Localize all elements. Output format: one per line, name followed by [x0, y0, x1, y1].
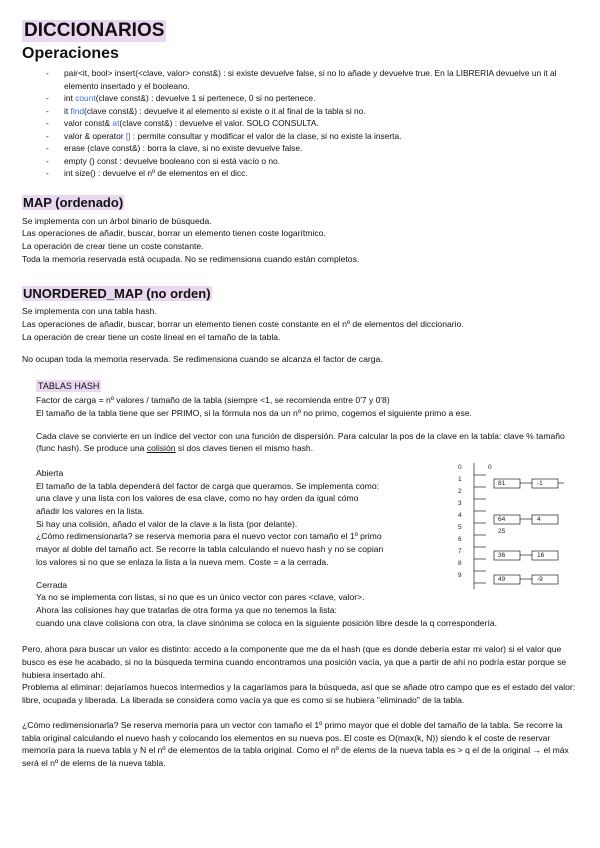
abierta-line: los valores si no que se enlaza la lista a la nueva mem. Coste = a la cerrada. — [36, 556, 329, 567]
abierta-line: Si hay una colisión, añado el valor de la clave a la lista (por delante). — [36, 518, 298, 529]
unordered-line: Las operaciones de añadir, buscar, borrar un elemento tienen coste constante en el nº de elementos del diccionario. — [22, 319, 464, 330]
operation-text: erase (clave const&) : borra la clave, si no existe devuelve false. — [64, 143, 303, 153]
map-line: Las operaciones de añadir, buscar, borrar un elemento tienen coste logarítmico. — [22, 228, 326, 239]
cerrada-line: Ahora las colisiones hay que tratarlas de otra forma ya que no tenemos la lista: — [36, 604, 337, 615]
operation-item — [64, 155, 577, 168]
operation-text: valor & operator — [64, 130, 126, 141]
abierta-block — [36, 467, 456, 569]
unordered-memory: No ocupan toda la memoria reservada. Se redimensiona cuando se alcanza el factor de carga. — [22, 354, 383, 365]
operation-keyword: [] — [125, 130, 131, 141]
operation-item — [64, 117, 577, 130]
abierta-line: ¿Cómo redimensionarla? se reserva memoria para el nuevo vector con tamaño el 1º primo — [36, 531, 382, 542]
map-heading: MAP (ordenado) — [23, 194, 124, 210]
diagram-value: 36 — [498, 551, 506, 559]
hash-dispersion — [36, 430, 577, 455]
diagram-value: 25 — [498, 527, 506, 535]
abierta-line: añadir los valores en la lista. — [36, 506, 145, 517]
diagram-value: 81 — [498, 479, 506, 487]
hash-factor: Factor de carga = nº valores / tamaño de la tabla (siempre <1, se recomienda entre 0'7 y 0'8) — [36, 395, 390, 406]
unordered-heading: UNORDERED_MAP (no orden) — [23, 286, 211, 302]
operation-item — [64, 92, 577, 105]
operation-item — [64, 67, 577, 92]
cerrada-eliminar: Problema al eliminar: dejaríamos huecos intermedios y la cagaríamos para la búsqueda, así que se añade otro campo que es el estado del valor: libre, ocupada y liberada. La liberada se considera como vacía ya que es como si se hubiera "eliminado" de la tabla. — [22, 682, 576, 706]
diagram-value: 16 — [537, 551, 545, 559]
diagram-index: 0 — [458, 463, 462, 471]
unordered-heading-wrap — [22, 285, 577, 303]
diagram-index: 5 — [458, 523, 462, 531]
diagram-index: 4 — [458, 511, 462, 519]
operation-text: valor const& — [64, 118, 113, 128]
operation-text: (clave const&) : devuelve it al elemento si existe o it al final de la tabla si no. — [84, 105, 366, 116]
diagram-value: -1 — [537, 479, 543, 487]
cerrada-redim: ¿Cómo redimensionarla? Se reserva memoria para un vector con tamaño el 1º primo mayor que el doble del tamaño de la tabla. Se recorre la tabla original calculando el nuevo hash y colocando los elementos en su nueva pos. El coste es O(max(k, N)) siendo k el coste de reservar memoria para la nueva tabla y N el nº de elementos de la tabla original. Como el nº de elems de la nueva tabla es > q el de la original → el máx será el nº de elems de la nueva tabla. — [22, 719, 569, 768]
operation-keyword: find — [70, 105, 85, 116]
document-page — [22, 20, 577, 770]
diagram-index: 2 — [458, 487, 462, 495]
diagram-index: 7 — [458, 547, 462, 555]
diagram-index: 8 — [458, 559, 462, 567]
hash-section — [36, 376, 577, 629]
operation-text: (clave const&) : devuelve 1 si pertenece, 0 si no pertenece. — [95, 93, 316, 103]
hash-table-diagram — [456, 461, 581, 593]
diagram-value: 64 — [498, 515, 506, 523]
cerrada-line: cuando una clave colisiona con otra, la clave sinónima se coloca en la siguiente posición libre desde la q correspondería. — [36, 617, 497, 628]
dispersion-text-end: si dos claves tienen el mismo hash. — [175, 443, 314, 454]
operation-text: int — [64, 93, 76, 103]
map-line: Se implementa con un árbol binario de búsqueda. — [22, 215, 212, 226]
operation-text: : permite consultar y modificar el valor de la clase, si no existe la inserta. — [130, 130, 402, 141]
cerrada-buscar: Pero, ahora para buscar un valor es distinto: accedo a la componente que me da el hash (que es donde debería estar mi valor) si el valor que busco es ese he acabado, si no la búsqueda termina cuando encontramos una posición vacía, ya que a partir de ahí no podría estar porque se hubiera insertado ahí. — [22, 644, 567, 680]
unordered-line: Se implementa con una tabla hash. — [22, 306, 157, 317]
diagram-index: 1 — [458, 475, 462, 483]
diagram-value: 4 — [537, 515, 541, 523]
diagram-value: 0 — [488, 463, 492, 471]
operation-keyword: at — [112, 118, 120, 128]
hash-primo: El tamaño de la tabla tiene que ser PRIMO, si la fórmula nos da un nº no primo, cogemos el siguiente primo a ese. — [36, 407, 472, 418]
operaciones-list — [22, 67, 577, 180]
doc-title — [22, 20, 577, 42]
operation-text: (clave const&) : devuelve el valor. SOLO CONSULTA. — [119, 118, 319, 128]
operaciones-heading: Operaciones — [22, 45, 119, 62]
operation-item — [64, 130, 577, 143]
unordered-line: La operación de crear tiene un coste lineal en el tamaño de la tabla. — [22, 331, 281, 342]
diagram-value: -9 — [537, 575, 543, 583]
colision-term: colisión — [146, 443, 176, 454]
abierta-line: mayor al doble del tamaño act. Se recorre la tabla calculando el nuevo hash y no se copian — [36, 544, 384, 555]
hash-heading: TABLAS HASH — [38, 381, 100, 392]
map-line: Toda la memoria reservada está ocupada. No se redimensiona cuando están completos. — [22, 253, 360, 264]
operation-item — [64, 142, 577, 155]
map-heading-wrap — [22, 194, 577, 212]
diagram-index: 6 — [458, 535, 462, 543]
abierta-heading: Abierta — [36, 467, 64, 478]
operation-keyword: count — [75, 93, 96, 103]
cerrada-heading: Cerrada — [36, 579, 68, 590]
operation-item — [64, 105, 577, 118]
operation-text: pair<it, bool> insert(<clave, valor> const&) : si existe devuelve false, si no lo añade y devuelve true. En la LIBRERIA devuelve un it al elemento insertado y el booleano. — [64, 68, 557, 91]
abierta-line: una clave y una lista con los valores de esa clave, como no hay orden da igual cómo — [36, 493, 359, 504]
cerrada-line: Ya no se implementa con listas, si no que es un único vector con pares <clave, valor>. — [36, 592, 365, 603]
diagram-index: 9 — [458, 571, 462, 579]
operation-text: empty () const : devuelve booleano con si está vacío o no. — [64, 155, 281, 166]
page-title: DICCIONARIOS — [24, 20, 165, 41]
diagram-value: 49 — [498, 575, 506, 583]
dispersion-text: Cada clave se convierte en un índice del vector con una función de dispersión. Para calcular la pos de la clave en la tabla: clave % tamaño (func hash). Se produce una — [36, 430, 565, 454]
diagram-index: 3 — [458, 499, 462, 507]
abierta-line: El tamaño de la tabla dependerá del factor de carga que queramos. Se implementa como: — [36, 480, 380, 491]
operation-item — [64, 167, 577, 180]
operation-text: int size() : devuelve el nº de elementos en el dicc. — [64, 168, 248, 178]
operation-text: it — [64, 105, 71, 116]
map-line: La operación de crear tiene un coste constante. — [22, 240, 204, 251]
